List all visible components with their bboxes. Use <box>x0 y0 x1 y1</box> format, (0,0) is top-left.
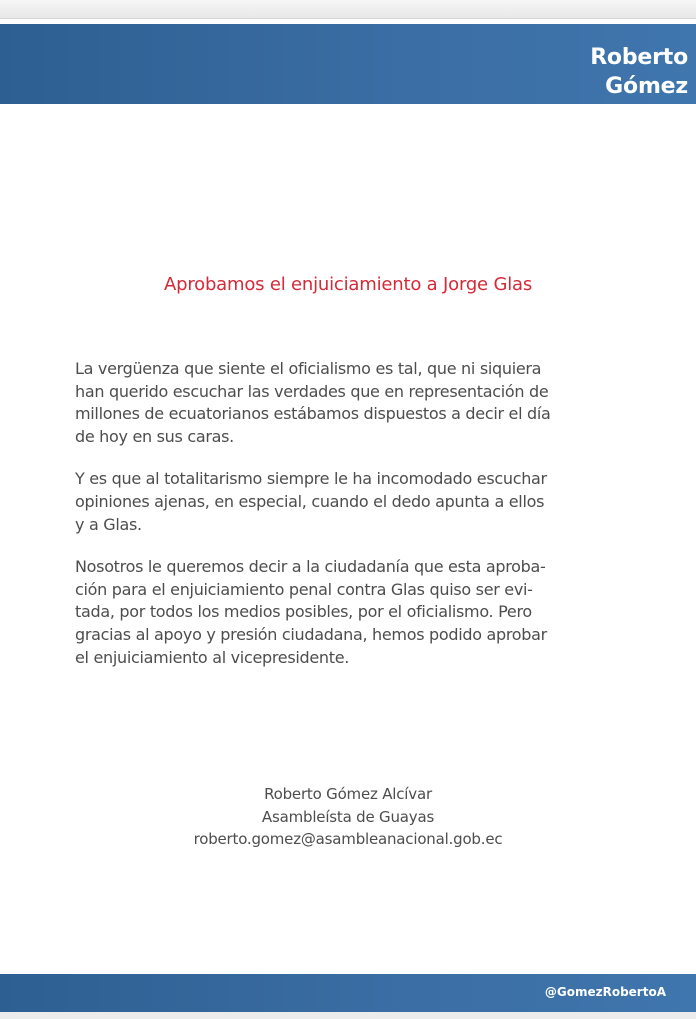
paragraph-line: de hoy en sus caras. <box>75 426 234 446</box>
header-name-line1: Roberto <box>590 45 688 70</box>
paragraph-3 <box>75 556 635 669</box>
signature-block <box>0 783 696 851</box>
header-author-name <box>590 43 688 101</box>
signature-email: roberto.gomez@asambleanacional.gob.ec <box>193 830 503 848</box>
signature-name: Roberto Gómez Alcívar <box>264 785 432 803</box>
document-body <box>75 358 635 689</box>
paragraph-line: gracias al apoyo y presión ciudadana, hemos podido aprobar <box>75 624 547 644</box>
paragraph-line: ción para el enjuiciamiento penal contra Glas quiso ser evi- <box>75 579 533 599</box>
paragraph-line: y a Glas. <box>75 514 142 534</box>
paragraph-line: han querido escuchar las verdades que en representación de <box>75 381 549 401</box>
top-strip <box>0 0 696 19</box>
paragraph-line: millones de ecuatorianos estábamos dispuestos a decir el día <box>75 404 551 424</box>
paragraph-2 <box>75 468 635 536</box>
paragraph-line: Nosotros le queremos decir a la ciudadanía que esta aproba- <box>75 557 546 577</box>
paragraph-line: tada, por todos los medios posibles, por el oficialismo. Pero <box>75 602 532 622</box>
header-name-line2: Gómez <box>605 74 688 99</box>
paragraph-1 <box>75 358 635 448</box>
paragraph-line: La vergüenza que siente el oficialismo es tal, que ni siquiera <box>75 359 542 378</box>
signature-role: Asambleísta de Guayas <box>261 807 435 826</box>
bottom-strip <box>0 1012 696 1019</box>
document-title: Aprobamos el enjuiciamiento a Jorge Glas <box>163 274 533 295</box>
paragraph-line: el enjuiciamiento al vicepresidente. <box>75 647 350 667</box>
footer-social-handle: @GomezRobertoA <box>544 985 666 999</box>
paragraph-line: Y es que al totalitarismo siempre le ha incomodado escuchar <box>75 469 547 489</box>
paragraph-line: opiniones ajenas, en especial, cuando el dedo apunta a ellos <box>75 491 545 511</box>
